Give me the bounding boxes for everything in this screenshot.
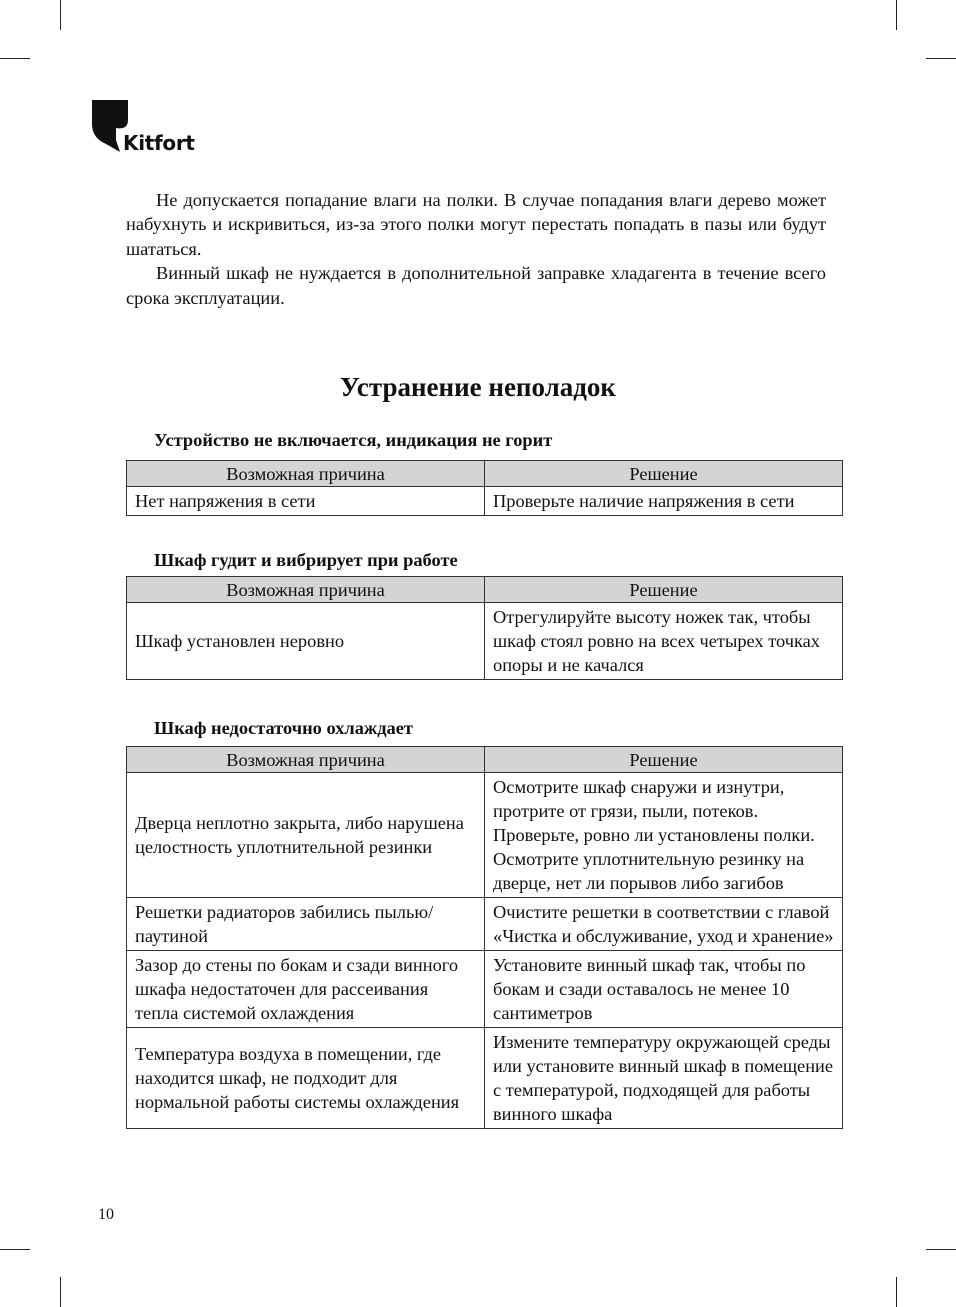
troubleshooting-table — [126, 460, 843, 516]
table-heading: Шкаф недостаточно охлаждает — [154, 718, 413, 738]
solution-cell: Измените температуру окружающей среды или установите винный шкаф в помещение с температурой, подходящей для работы винного шкафа — [485, 1028, 843, 1129]
intro-paragraph: Не допускается попадание влаги на полки. В случае попадания влаги дерево может набухнуть и искривиться, из-за этого полки могут перестать попадать в пазы или будут шататься. — [126, 190, 826, 259]
intro-paragraph: Винный шкаф не нуждается в дополнительной заправке хладагента в течение всего срока эксплуатации. — [126, 263, 826, 308]
table-header-row — [127, 577, 843, 603]
crop-mark — [0, 58, 30, 59]
column-header-solution: Решение — [485, 747, 843, 773]
column-header-solution: Решение — [485, 461, 843, 487]
table-row — [127, 951, 843, 1028]
crop-mark — [896, 1277, 897, 1307]
cause-cell: Шкаф установлен неровно — [127, 603, 485, 680]
section-title: Устранение неполадок — [340, 372, 616, 402]
column-header-cause: Возможная причина — [127, 747, 485, 773]
crop-mark — [0, 1249, 30, 1250]
solution-cell: Установите винный шкаф так, чтобы по бокам и сзади оставалось не менее 10 сантиметров — [485, 951, 843, 1028]
crop-mark — [926, 58, 956, 59]
table-row — [127, 603, 843, 680]
table-header-row — [127, 747, 843, 773]
cause-cell: Температура воздуха в помещении, где находится шкаф, не подходит для нормальной работы системы охлаждения — [127, 1028, 485, 1129]
solution-cell: Осмотрите шкаф снаружи и изнутри, протрите от грязи, пыли, потеков. Проверьте, ровно ли установлены полки. Осмотрите уплотнительную резинку на дверце, нет ли порывов либо загибов — [485, 773, 843, 898]
crop-mark — [60, 1277, 61, 1307]
brand-logo — [92, 100, 232, 156]
table-row — [127, 1028, 843, 1129]
table-row — [127, 773, 843, 898]
troubleshooting-table — [126, 576, 843, 680]
table-heading: Шкаф гудит и вибрирует при работе — [154, 550, 458, 570]
column-header-cause: Возможная причина — [127, 577, 485, 603]
cause-cell: Дверца неплотно закрыта, либо нарушена целостность уплотнительной резинки — [127, 773, 485, 898]
table-row — [127, 898, 843, 951]
solution-cell: Проверьте наличие напряжения в сети — [485, 487, 843, 516]
crop-mark — [896, 0, 897, 30]
solution-cell: Отрегулируйте высоту ножек так, чтобы шкаф стоял ровно на всех четырех точках опоры и не качался — [485, 603, 843, 680]
troubleshooting-table — [126, 746, 843, 1129]
crop-mark — [60, 0, 61, 30]
table-row — [127, 487, 843, 516]
column-header-cause: Возможная причина — [127, 461, 485, 487]
table-header-row — [127, 461, 843, 487]
column-header-solution: Решение — [485, 577, 843, 603]
cause-cell: Нет напряжения в сети — [127, 487, 485, 516]
intro-text — [126, 188, 826, 310]
solution-cell: Очистите решетки в соответствии с главой «Чистка и обслуживание, уход и хранение» — [485, 898, 843, 951]
cause-cell: Решетки радиаторов забились пылью/паутиной — [127, 898, 485, 951]
table-heading: Устройство не включается, индикация не горит — [154, 430, 553, 450]
page-number: 10 — [98, 1206, 114, 1223]
crop-mark — [926, 1249, 956, 1250]
brand-name: Kitfort — [123, 131, 195, 155]
cause-cell: Зазор до стены по бокам и сзади винного шкафа недостаточен для рассеивания тепла системой охлаждения — [127, 951, 485, 1028]
